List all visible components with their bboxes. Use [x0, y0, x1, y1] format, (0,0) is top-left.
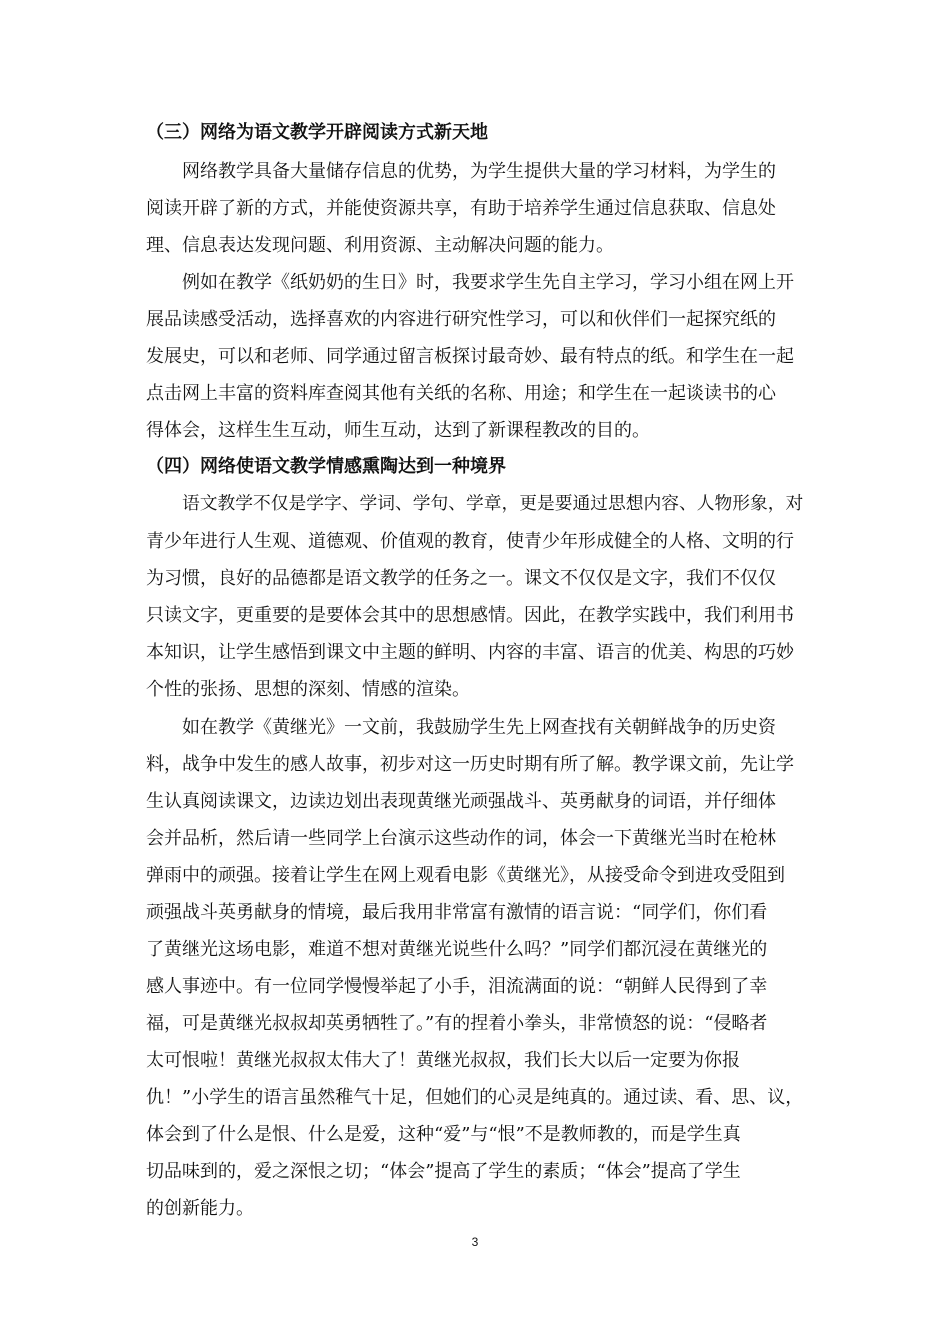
text-line: 福，可是黄继光叔叔却英勇牺牲了。”有的捏着小拳头，非常愤怒的说：“侵略者 — [146, 1013, 768, 1034]
text-line: 仇！”小学生的语言虽然稚气十足，但她们的心灵是纯真的。通过读、看、思、议， — [146, 1087, 804, 1108]
text-line: 语文教学不仅是学字、学词、学句、学章，更是要通过思想内容、人物形象，对 — [182, 494, 804, 514]
text-line: 弹雨中的顽强。接着让学生在网上观看电影《黄继光》，从接受命令到进攻受阻到 — [146, 865, 785, 886]
text-line: 会并品析，然后请一些同学上台演示这些动作的词，体会一下黄继光当时在枪林 — [146, 828, 776, 849]
paragraph — [146, 486, 810, 708]
text-line: 生认真阅读课文，边读边划出表现黄继光顽强战斗、英勇献身的词语，并仔细体 — [146, 791, 776, 812]
text-line: 切品味到的，爱之深恨之切；“体会”提高了学生的素质；“体会”提高了学生 — [146, 1161, 741, 1182]
text-line: 太可恨啦！黄继光叔叔太伟大了！黄继光叔叔，我们长大以后一定要为你报 — [146, 1050, 740, 1071]
text-line: 本知识，让学生感悟到课文中主题的鲜明、内容的丰富、语言的优美、构思的巧妙 — [146, 642, 794, 663]
text-line: 顽强战斗英勇献身的情境，最后我用非常富有激情的语言说：“同学们，你们看 — [146, 902, 768, 923]
paragraph — [146, 153, 810, 264]
section-heading: （四）网络使语文教学情感熏陶达到一种境界 — [146, 456, 506, 477]
text-line: 感人事迹中。有一位同学慢慢举起了小手，泪流满面的说：“朝鲜人民得到了幸 — [146, 976, 768, 997]
text-line: 如在教学《黄继光》一文前，我鼓励学生先上网查找有关朝鲜战争的历史资 — [182, 717, 776, 738]
text-line: 料，战争中发生的感人故事，初步对这一历史时期有所了解。教学课文前，先让学 — [146, 754, 794, 775]
text-line: 只读文字，更重要的是要体会其中的思想感情。因此，在教学实践中，我们利用书 — [146, 605, 794, 626]
text-line: 个性的张扬、思想的深刻、情感的渲染。 — [146, 679, 470, 700]
text-line: 网络教学具备大量储存信息的优势，为学生提供大量的学习材料，为学生的 — [182, 161, 776, 182]
text-line: 为习惯，良好的品德都是语文教学的任务之一。课文不仅仅是文字，我们不仅仅 — [146, 568, 776, 589]
text-line: 发展史，可以和老师、同学通过留言板探讨最奇妙、最有特点的纸。和学生在一起 — [146, 346, 794, 367]
text-line: 体会到了什么是恨、什么是爱，这种“爱”与“恨”不是教师教的，而是学生真 — [146, 1124, 741, 1145]
text-line: 理、信息表达发现问题、利用资源、主动解决问题的能力。 — [146, 235, 614, 256]
text-line: 了黄继光这场电影，难道不想对黄继光说些什么吗？”同学们都沉浸在黄继光的 — [146, 939, 768, 960]
text-line: 例如在教学《纸奶奶的生日》时，我要求学生先自主学习，学习小组在网上开 — [182, 272, 794, 293]
text-line: 展品读感受活动，选择喜欢的内容进行研究性学习，可以和伙伴们一起探究纸的 — [146, 309, 776, 330]
text-line: 阅读开辟了新的方式，并能使资源共享，有助于培养学生通过信息获取、信息处 — [146, 198, 776, 219]
text-line: 青少年进行人生观、道德观、价值观的教育，使青少年形成健全的人格、文明的行 — [146, 531, 794, 552]
page-number: 3 — [471, 1235, 479, 1249]
section-heading: （三）网络为语文教学开辟阅读方式新天地 — [146, 122, 488, 143]
paragraph — [146, 264, 810, 449]
text-line: 的创新能力。 — [146, 1198, 254, 1219]
text-line: 得体会，这样生生互动，师生互动，达到了新课程教改的目的。 — [146, 420, 650, 441]
paragraph — [146, 709, 810, 1227]
text-line: 点击网上丰富的资料库查阅其他有关纸的名称、用途；和学生在一起谈读书的心 — [146, 383, 776, 404]
